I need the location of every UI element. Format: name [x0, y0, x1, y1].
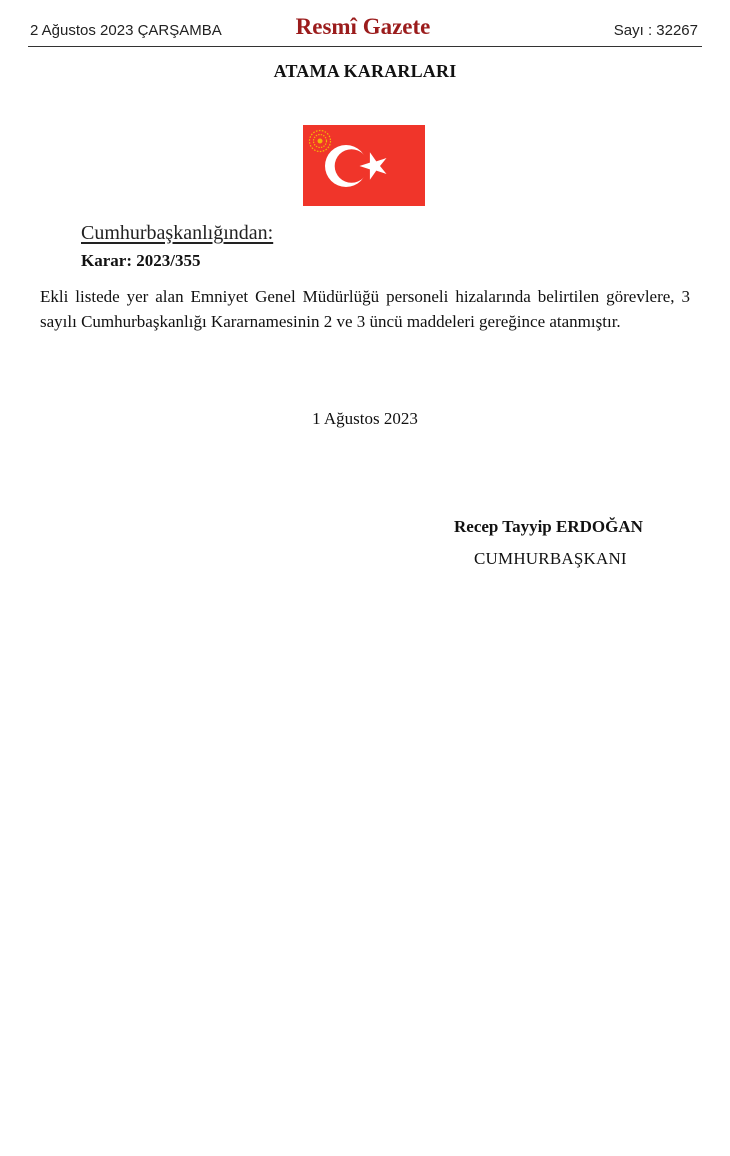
- flag-graphic: [303, 125, 425, 206]
- issuing-authority: Cumhurbaşkanlığından:: [81, 222, 274, 244]
- signature-date: 1 Ağustos 2023: [312, 409, 418, 428]
- publication-title: [28, 14, 702, 40]
- turkish-flag-icon: [303, 125, 425, 206]
- signer-name: Recep Tayyip ERDOĞAN: [454, 517, 643, 536]
- section-title: ATAMA KARARLARI: [273, 61, 457, 81]
- issue-number: Sayı : 32267: [613, 22, 698, 39]
- page-header: [28, 12, 702, 47]
- header-date: 2 Ağustos 2023 ÇARŞAMBA: [30, 22, 222, 39]
- decision-number: Karar: 2023/355: [81, 251, 201, 270]
- signer-title: CUMHURBAŞKANI: [474, 549, 627, 568]
- publication-title-text: Resmî Gazete: [295, 14, 431, 39]
- decision-body: Ekli listede yer alan Emniyet Genel Müdürlüğü personeli hizalarında belirtilen görevlere, 3 sayılı Cumhurbaşkanlığı Kararnamesinin 2 ve 3 üncü maddeleri gereğince atanmıştır.: [40, 287, 690, 331]
